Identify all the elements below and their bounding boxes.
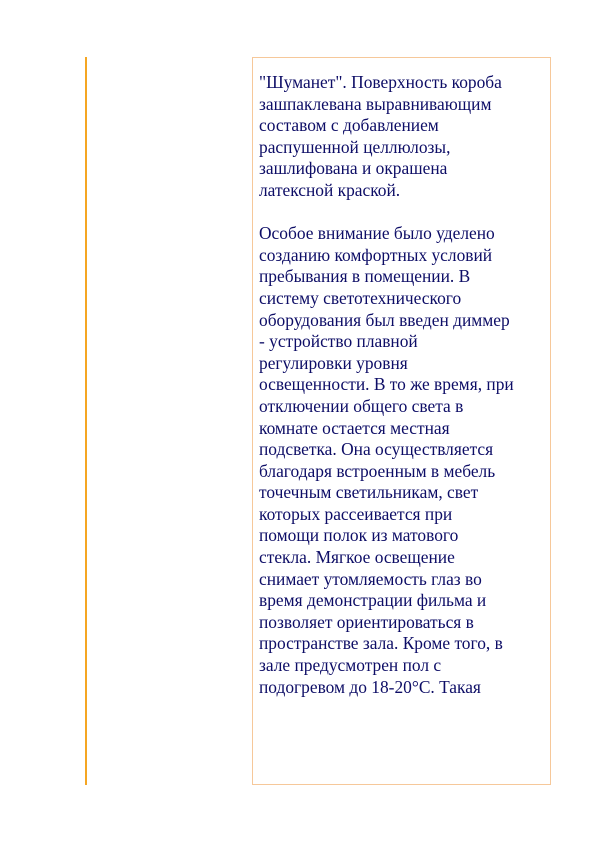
text-line: "Шуманет". Поверхность короба	[259, 72, 502, 92]
text-line: регулировки уровня	[259, 352, 408, 373]
text-line: время демонстрации фильма и	[259, 590, 487, 611]
text-line: систему светотехнического	[259, 287, 462, 308]
text-line: пребывания в помещении. В	[259, 266, 471, 287]
text-line: подсветка. Она осуществляется	[259, 439, 494, 460]
paragraph-2	[259, 223, 546, 698]
text-line: точечным светильникам, свет	[259, 482, 479, 503]
text-line: позволяет ориентироваться в	[259, 611, 474, 632]
text-line: комнате остается местная	[259, 417, 450, 438]
text-column	[252, 57, 551, 785]
text-line: освещенности. В то же время, при	[259, 374, 514, 395]
text-line: латексной краской.	[259, 179, 401, 200]
text-line: - устройство плавной	[259, 331, 418, 352]
text-line: благодаря встроенным в мебель	[259, 460, 496, 481]
text-line: снимает утомляемость глаз во	[259, 568, 482, 589]
text-line: пространстве зала. Кроме того, в	[259, 633, 503, 654]
text-line: составом с добавлением	[259, 115, 439, 136]
paragraph-1	[259, 72, 546, 202]
text-line: распушенной целлюлозы,	[259, 136, 451, 157]
text-line: которых рассеивается при	[259, 503, 453, 524]
text-line: зале предусмотрен пол с	[259, 655, 442, 676]
text-line: стекла. Мягкое освещение	[259, 547, 455, 568]
text-line: помощи полок из матового	[259, 525, 459, 546]
text-line: Особое внимание было уделено	[259, 223, 495, 244]
text-line: подогревом до 18-20°С. Такая	[259, 676, 481, 697]
text-line: созданию комфортных условий	[259, 244, 493, 265]
text-line: зашпаклевана выравнивающим	[259, 93, 492, 114]
left-margin-rule	[85, 57, 87, 785]
text-line: зашлифована и окрашена	[259, 158, 448, 179]
text-line: отключении общего света в	[259, 395, 464, 416]
text-line: оборудования был введен диммер	[259, 309, 510, 330]
